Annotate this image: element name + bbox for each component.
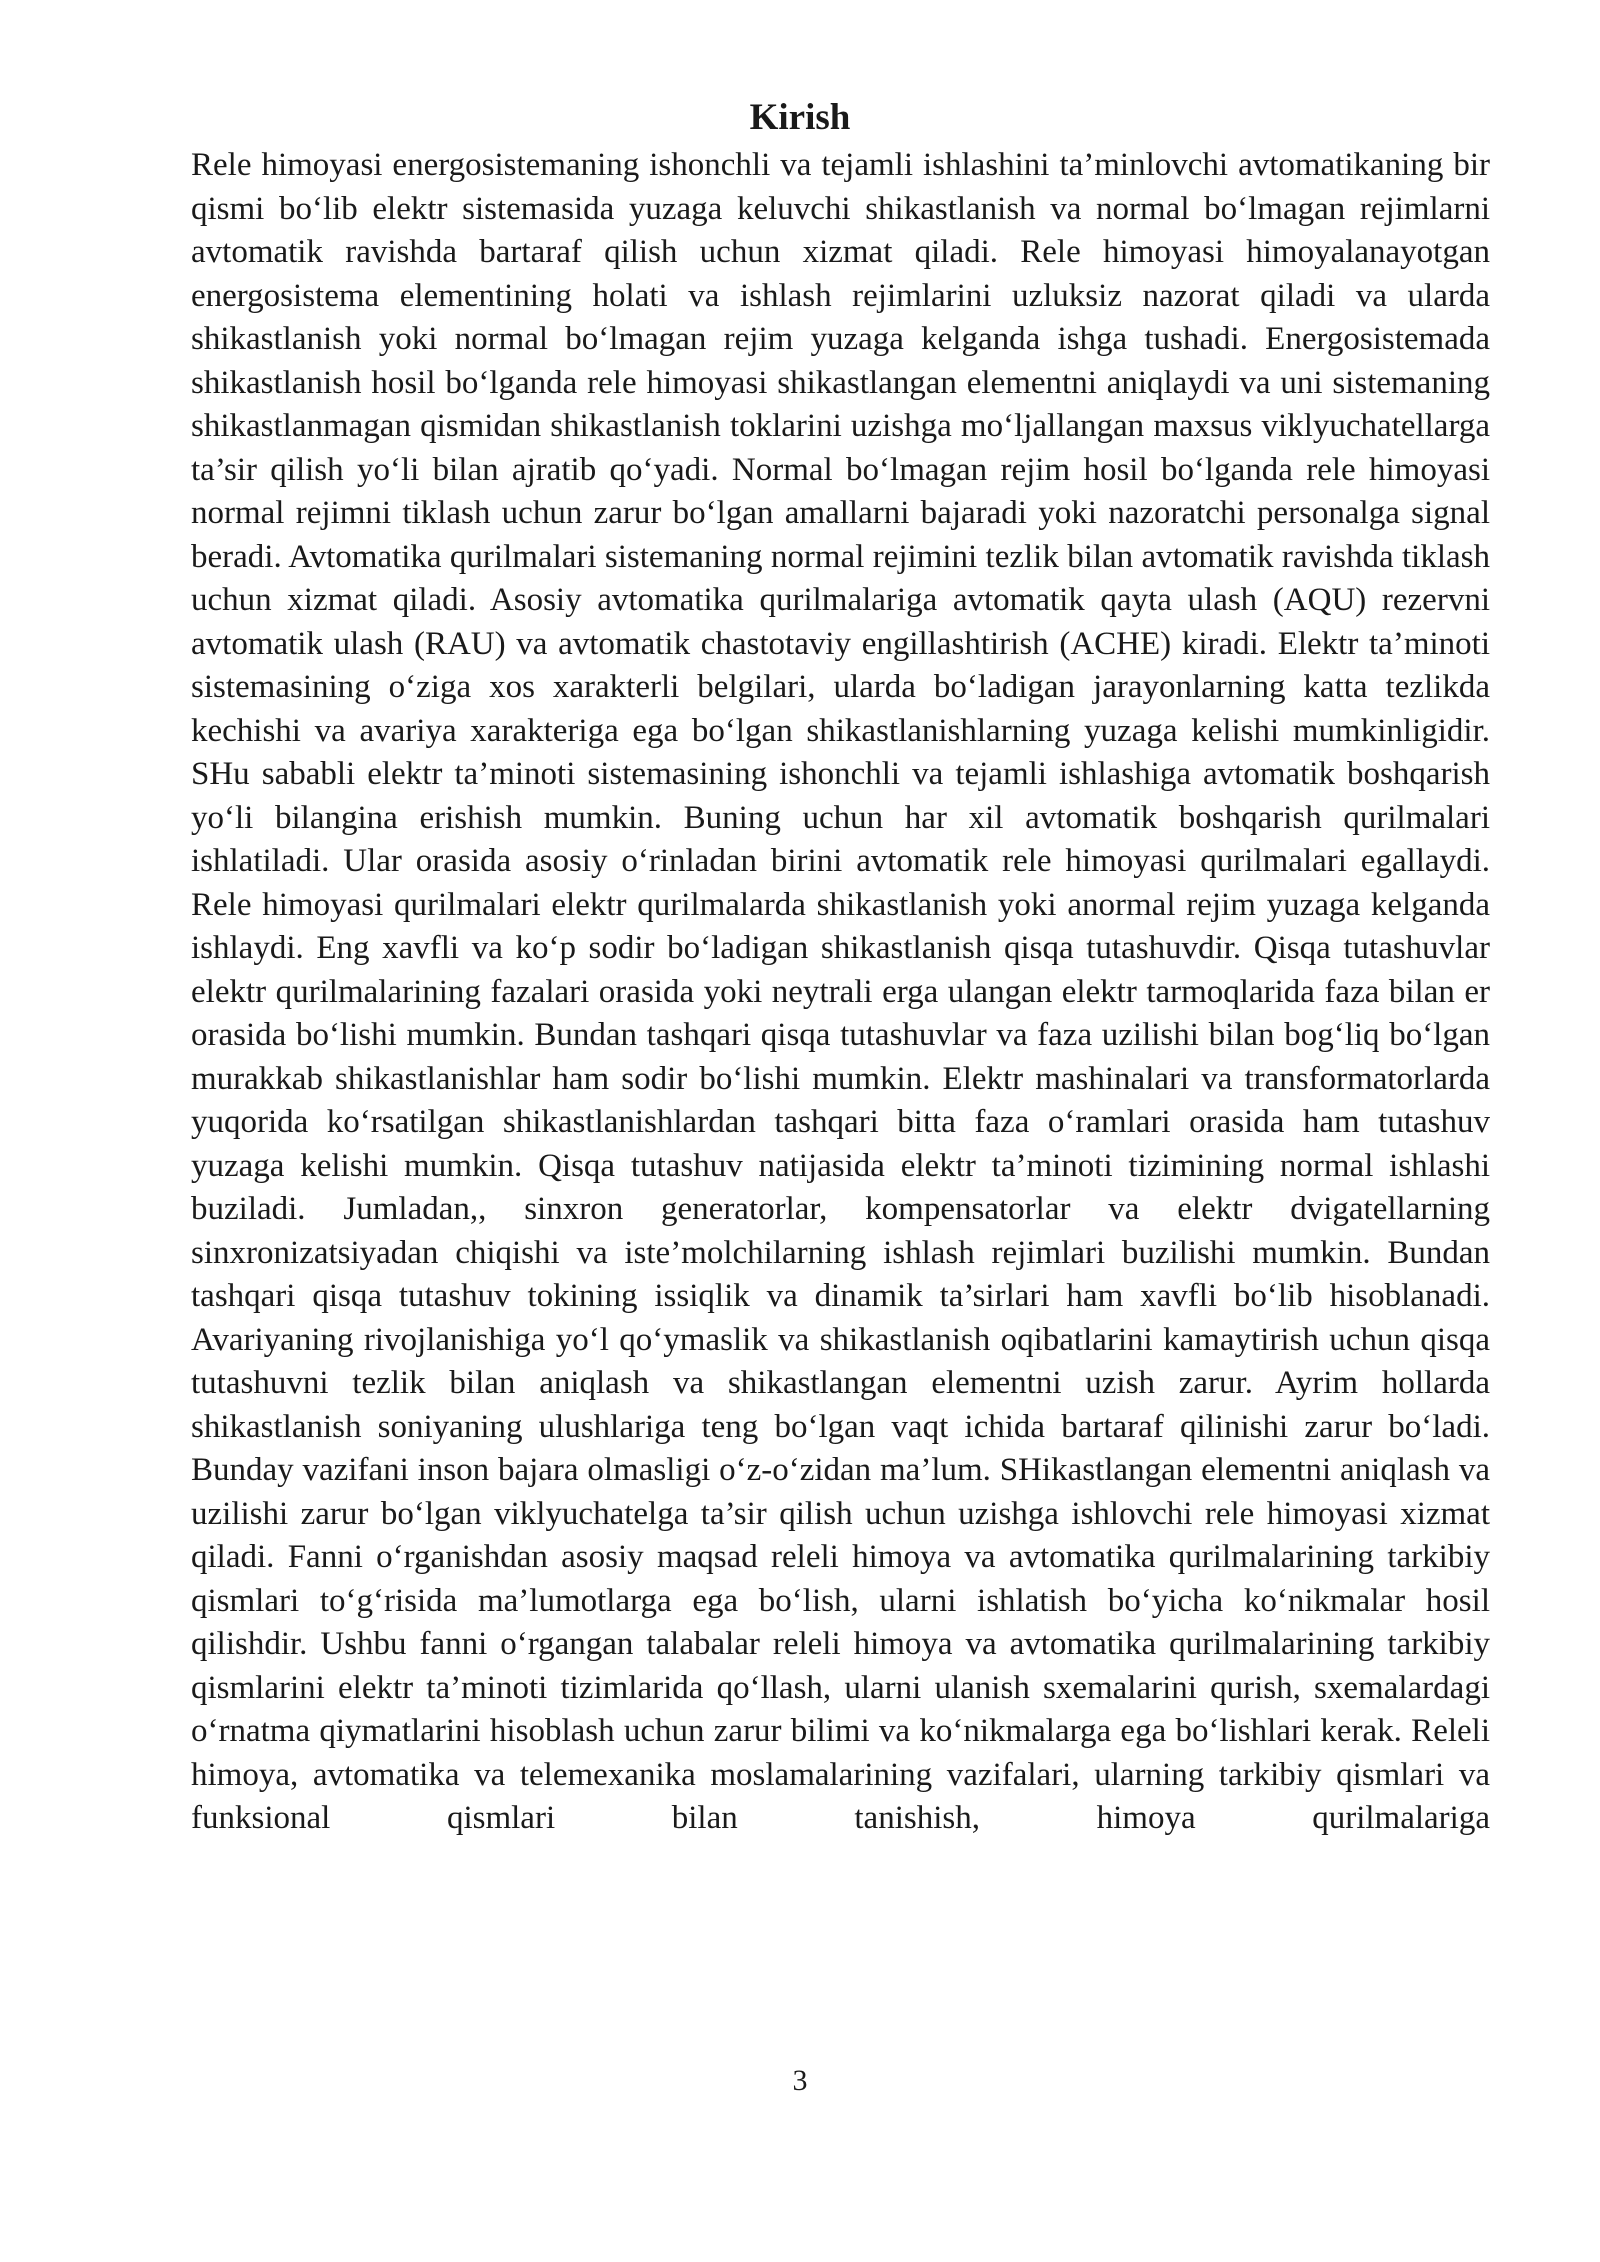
body-paragraph: Rele himoyasi energosistemaning ishonchli va tejamli ishlashini ta’minlovchi avtomatikaning bir qismi bo‘lib elektr sistemasida yuzaga keluvchi shikastlanish va normal bo‘lmagan rejimlarni avtomatik ravishda bartaraf qilish uchun xizmat qiladi. Rele himoyasi himoyalanayotgan energosistema elementining holati va ishlash rejimlarini uzluksiz nazorat qiladi va ularda shikastlanish yoki normal bo‘lmagan rejim yuzaga kelganda ishga tushadi. Energosistemada shikastlanish hosil bo‘lganda rele himoyasi shikastlangan elementni aniqlaydi va uni sistemaning shikastlanmagan qismidan shikastlanish toklarini uzishga mo‘ljallangan maxsus viklyuchatellarga ta’sir qilish yo‘li bilan ajratib qo‘yadi. Normal bo‘lmagan rejim hosil bo‘lganda rele himoyasi normal rejimni tiklash uchun zarur bo‘lgan amallarni bajaradi yoki nazoratchi personalga signal beradi. Avtomatika qurilmalari sistemaning normal rejimini tezlik bilan avtomatik ravishda tiklash uchun xizmat qiladi. Asosiy avtomatika qurilmalariga avtomatik qayta ulash (AQU) rezervni avtomatik ulash (RAU) va avtomatik chastotaviy engillashtirish (ACHE) kiradi. Elektr ta’minoti sistemasining o‘ziga xos xarakterli belgilari, ularda bo‘ladigan jarayonlarning katta tezlikda kechishi va avariya xarakteriga ega bo‘lgan shikastlanishlarning yuzaga kelishi mumkinligidir. SHu sababli elektr ta’minoti sistemasining ishonchli va tejamli ishlashiga avtomatik boshqarish yo‘li bilangina erishish mumkin. Buning uchun har xil avtomatik boshqarish qurilmalari ishlatiladi. Ular orasida asosiy o‘rinladan birini avtomatik rele himoyasi qurilmalari egallaydi. Rele himoyasi qurilmalari elektr qurilmalarda shikastlanish yoki anormal rejim yuzaga kelganda ishlaydi. Eng xavfli va ko‘p sodir bo‘ladigan shikastlanish qisqa tutashuvdir. Qisqa tutashuvlar elektr qurilmalarining fazalari orasida yoki neytrali erga ulangan elektr tarmoqlarida faza bilan er orasida bo‘lishi mumkin. Bundan tashqari qisqa tutashuvlar va faza uzilishi bilan bog‘liq bo‘lgan murakkab shikastlanishlar ham sodir bo‘lishi mumkin. Elektr mashinalari va transformatorlarda yuqorida ko‘rsatilgan shikastlanishlardan tashqari bitta faza o‘ramlari orasida ham tutashuv yuzaga kelishi mumkin. Qisqa tutashuv natijasida elektr ta’minoti tizimining normal ishlashi buziladi. Jumladan,, sinxron generatorlar, kompensatorlar va elektr dvigatellarning sinxronizatsiyadan chiqishi va iste’molchilarning ishlash rejimlari buzilishi mumkin. Bundan tashqari qisqa tutashuv tokining issiqlik va dinamik ta’sirlari ham xavfli bo‘lib hisoblanadi. Avariyaning rivojlanishiga yo‘l qo‘ymaslik va shikastlanish oqibatlarini kamaytirish uchun qisqa tutashuvni tezlik bilan aniqlash va shikastlangan elementni uzish zarur. Ayrim hollarda shikastlanish soniyaning ulushlariga teng bo‘lgan vaqt ichida bartaraf qilinishi zarur bo‘ladi. Bunday vazifani inson bajara olmasligi o‘z-o‘zidan ma’lum. SHikastlangan elementni aniqlash va uzilishi zarur bo‘lgan viklyuchatelga ta’sir qilish uchun uzishga ishlovchi rele himoyasi xizmat qiladi. Fanni o‘rganishdan asosiy maqsad releli himoya va avtomatika qurilmalarining tarkibiy qismlari to‘g‘risida ma’lumotlarga ega bo‘lish, ularni ishlatish bo‘yicha ko‘nikmalar hosil qilishdir. Ushbu fanni o‘rgangan talabalar releli himoya va avtomatika qurilmalarining tarkibiy qismlarini elektr ta’minoti tizimlarida qo‘llash, ularni ulanish sxemalarini qurish, sxemalardagi o‘rnatma qiymatlarini hisoblash uchun zarur bilimi va ko‘nikmalarga ega bo‘lishlari kerak. Releli himoya, avtomatika va telemexanika moslamalarining vazifalari, ularning tarkibiy qismlari va funksional qismlari bilan tanishish, himoya qurilmalariga (191, 147, 1490, 1836)
page-title: Kirish (749, 97, 851, 138)
page-number: 3 (792, 2064, 808, 2097)
